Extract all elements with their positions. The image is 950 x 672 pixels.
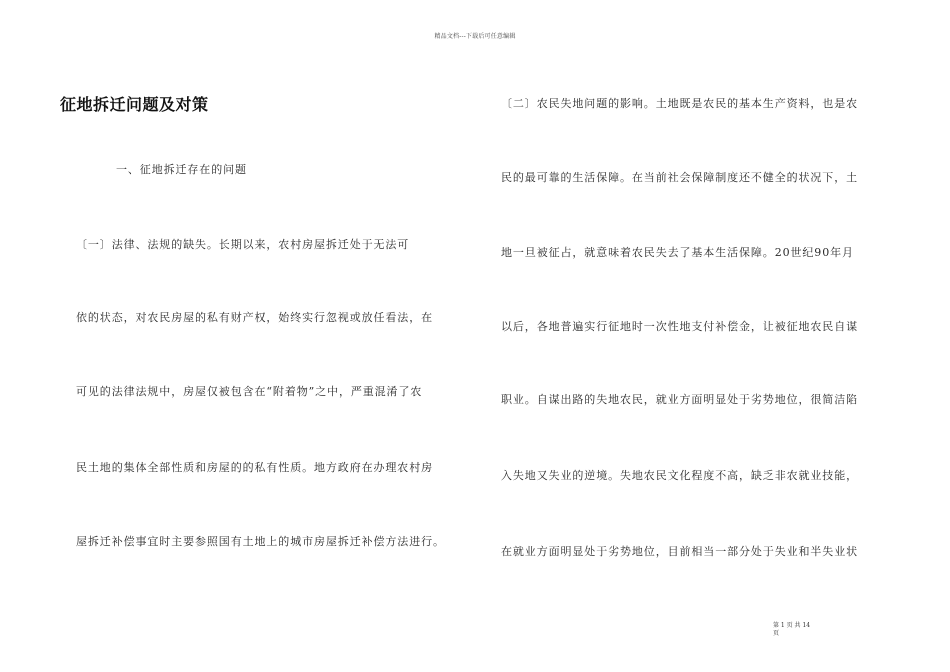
header-note: 精品文档---下载后可任意编辑 bbox=[434, 33, 516, 40]
paragraph-line: 依的状态，对农民房屋的私有财产权，始终实行忽视或放任看法，在 bbox=[76, 311, 433, 324]
paragraph-line: 屋拆迁补偿事宜时主要参照国有土地上的城市房屋拆迁补偿方法进行。 bbox=[76, 535, 445, 548]
page-number-label: 第 1 页 共 14 bbox=[773, 622, 811, 629]
paragraph-line: 在就业方面明显处于劣势地位，目前相当一部分处于失业和半失业状 bbox=[501, 545, 858, 558]
paragraph-line: 职业。自谋出路的失地农民，就业方面明显处于劣势地位，很简洁陷 bbox=[501, 393, 858, 406]
section-heading: 一、征地拆迁存在的问题 bbox=[116, 163, 247, 176]
paragraph-line: 可见的法律法规中，房屋仅被包含在“附着物”之中，严重混淆了农 bbox=[76, 385, 423, 398]
page-number bbox=[773, 622, 833, 638]
page-number-suffix: 页 bbox=[773, 630, 780, 637]
paragraph-line: 民的最可靠的生活保障。在当前社会保障制度还不健全的状况下，土 bbox=[501, 171, 858, 184]
paragraph-line: 〔二〕农民失地问题的影响。土地既是农民的基本生产资料，也是农 bbox=[501, 97, 858, 110]
paragraph-line: 〔一〕法律、法规的缺失。长期以来，农村房屋拆迁处于无法可 bbox=[76, 238, 410, 251]
document-title: 征地拆迁问题及对策 bbox=[60, 95, 209, 114]
paragraph-line: 民土地的集体全部性质和房屋的的私有性质。地方政府在办理农村房 bbox=[76, 461, 433, 474]
paragraph-line: 入失地又失业的逆境。失地农民文化程度不高，缺乏非农就业技能， bbox=[501, 469, 858, 482]
paragraph-line: 地一旦被征占，就意味着农民失去了基本生活保障。20世纪90年月 bbox=[501, 246, 854, 259]
paragraph-line: 以后，各地普遍实行征地时一次性地支付补偿金，让被征地农民自谋 bbox=[501, 320, 858, 333]
